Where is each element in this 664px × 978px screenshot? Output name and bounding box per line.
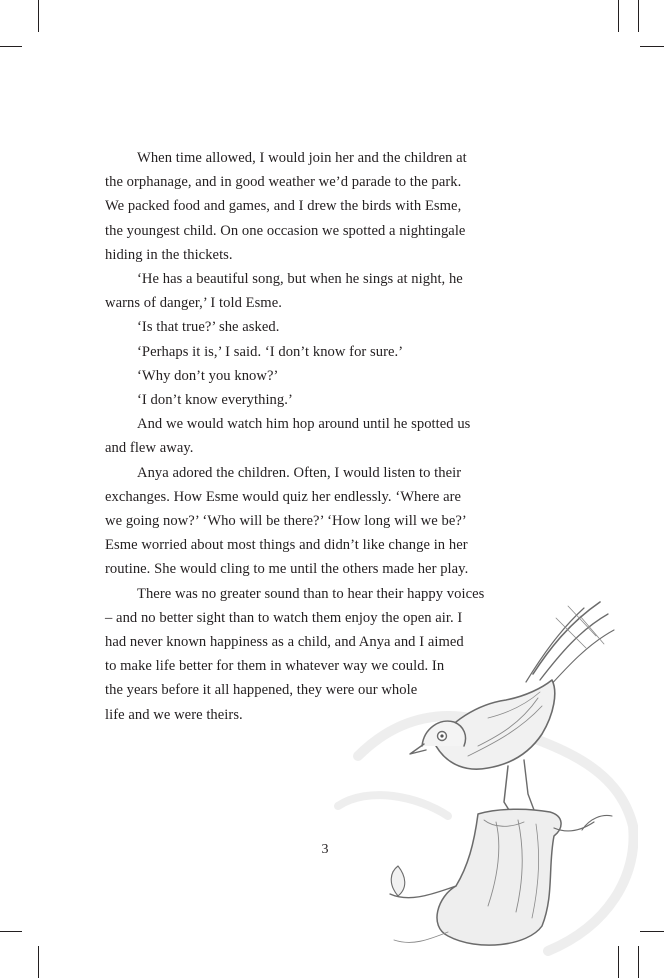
paragraph [105,412,517,460]
crop-mark [38,0,39,32]
text-line: life and we were theirs. [105,706,243,723]
text-line: the youngest child. On one occasion we spotted a nightingale [105,222,466,239]
text-line: ‘He has a beautiful song, but when he sings at night, he [137,271,463,288]
text-line: There was no greater sound than to hear their happy voices [137,585,485,602]
text-line: had never known happiness as a child, and Anya and I aimed [105,634,464,651]
paragraph [121,364,517,388]
crop-mark [0,931,22,932]
text-line: routine. She would cling to me until the others made her play. [105,561,469,578]
text-line: and flew away. [105,440,194,457]
text-line: ‘I don’t know everything.’ [137,392,293,409]
crop-mark [0,46,22,47]
crop-mark [640,931,664,932]
crop-mark [618,0,619,32]
paragraph [121,340,517,364]
text-line: We packed food and games, and I drew the birds with Esme, [105,198,462,215]
text-line: Anya adored the children. Often, I would listen to their [137,464,462,481]
text-line: ‘Why don’t you know?’ [137,367,279,384]
text-line: warns of danger,’ I told Esme. [105,295,282,312]
crop-mark [638,946,639,978]
paragraph [121,315,517,339]
page-number: 3 [321,842,329,857]
text-line: When time allowed, I would join her and the children at [137,150,467,166]
text-line: to make life better for them in whatever way we could. In [105,658,445,675]
text-line: we going now?’ ‘Who will be there?’ ‘How long will we be?’ [105,513,467,530]
nightingale-sketch-icon [328,596,638,956]
text-line: – and no better sight than to watch them enjoy the open air. I [105,609,463,626]
paragraph [105,267,517,315]
crop-mark [638,0,639,32]
paragraph [121,388,517,412]
crop-mark [38,946,39,978]
paragraph [105,146,517,267]
text-line: the years before it all happened, they were our whole [105,682,418,699]
text-line: Esme worried about most things and didn’t like change in her [105,537,468,554]
text-line: ‘Is that true?’ she asked. [137,319,280,336]
crop-mark [640,46,664,47]
text-line: ‘Perhaps it is,’ I said. ‘I don’t know for sure.’ [137,343,404,360]
text-line: hiding in the thickets. [105,246,233,263]
text-line: exchanges. How Esme would quiz her endlessly. ‘Where are [105,488,462,505]
paragraph [105,461,517,582]
text-line: And we would watch him hop around until he spotted us [137,416,471,433]
text-line: the orphanage, and in good weather we’d parade to the park. [105,174,462,191]
